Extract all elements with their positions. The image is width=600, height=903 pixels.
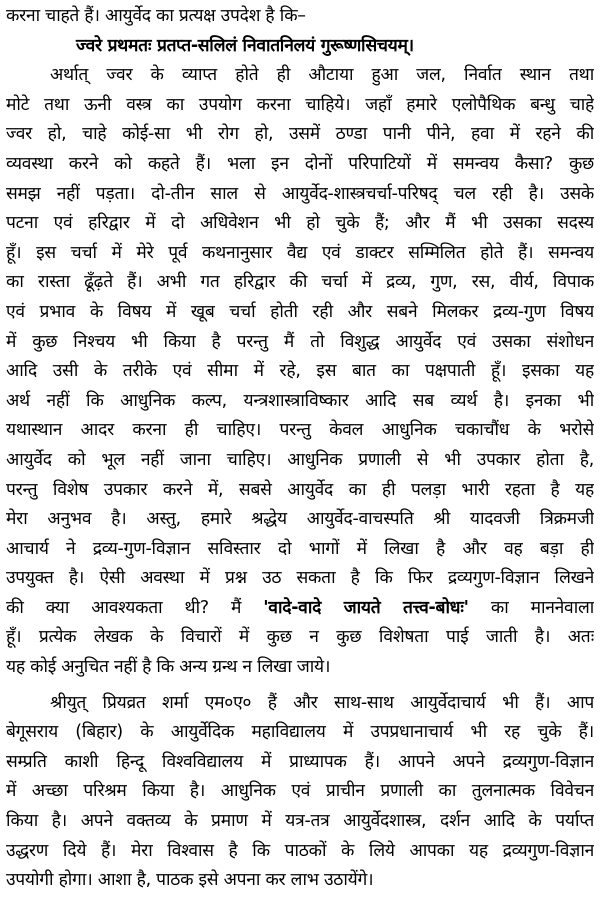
text-line: यह कोई अनुचित नहीं है कि अन्य ग्रन्थ न लिखा जाये। bbox=[6, 657, 331, 678]
text-line: बेगूसराय (बिहार) के आयुर्वेदिक महाविद्यालय में उपप्रधानाचार्य भी रह चुके हैं। bbox=[6, 722, 594, 743]
text-line: आयुर्वेद को भूल नहीं जाना चाहिए। आधुनिक प्रणाली से भी उपकार होता है, bbox=[6, 449, 594, 470]
text-line: सम्प्रति काशी हिन्दू विश्वविद्यालय में प्राध्यापक हैं। आपने अपने द्रव्यगुण-विज्ञान bbox=[6, 751, 594, 772]
text-line: में अच्छा परिश्रम किया है। आधुनिक एवं प्राचीन प्रणाली का तुलनात्मक विवेचन bbox=[6, 781, 594, 802]
text-line: समझ नहीं पड़ता। दो-तीन साल से आयुर्वेद-शास्त्रचर्चा-परिषद् चल रही है। उसके bbox=[6, 183, 594, 204]
text-line: पटना एवं हरिद्वार में दो अधिवेशन भी हो चुके हैं; और मैं भी उसका सदस्य bbox=[6, 213, 594, 234]
text-line: उपयोगी होगा। आशा है, पाठक इसे अपना कर लाभ उठायेंगे। bbox=[6, 870, 374, 891]
text-line: का रास्ता ढूँढ़ते हैं। अभी गत हरिद्वार की चर्चा में द्रव्य, गुण, रस, वीर्य, विपाक bbox=[6, 272, 594, 293]
text-line: अर्थात् ज्वर के व्याप्त होते ही औटाया हुआ जल, निर्वात स्थान तथा bbox=[50, 65, 594, 86]
paragraph-2 bbox=[6, 689, 594, 896]
text-line: अर्थ नहीं कि आधुनिक कल्प, यन्त्रशास्त्राविष्कार आदि सब व्यर्थ है। इनका भी bbox=[6, 390, 594, 411]
text-line: में कुछ निश्चय भी किया है परन्तु मैं तो विशुद्ध आयुर्वेद एवं उसका संशोधन bbox=[6, 331, 594, 352]
text-line: यथास्थान आदर करना ही चाहिए। परन्तु केवल आधुनिक चकाचौंध के भरोसे bbox=[6, 420, 594, 441]
quote-line bbox=[6, 594, 594, 624]
text-line: उद्धरण दिये हैं। मेरा विश्वास है कि पाठकों के लिये आपका यह द्रव्यगुण-विज्ञान bbox=[6, 840, 594, 861]
text-line: हूँ। इस चर्चा में मेरे पूर्व कथनानुसार वैद्य एवं डाक्टर सम्मिलित होते हैं। समन्वय bbox=[6, 242, 594, 263]
text-line: हूँ। प्रत्येक लेखक के विचारों में कुछ न कुछ विशेषता पाई जाती है। अतः bbox=[6, 627, 594, 648]
text-line: मेरा अनुभव है। अस्तु, हमारे श्रद्धेय आयुर्वेद-वाचस्पति श्री यादवजी त्रिक्रमजी bbox=[6, 509, 594, 530]
paragraph-1 bbox=[6, 61, 594, 682]
sanskrit-quote: 'वादे-वादे जायते तत्त्व-बोधः' bbox=[263, 597, 469, 618]
text-line: आचार्य ने द्रव्य-गुण-विज्ञान सविस्तार दो भागों में लिखा है और वह बड़ा ही bbox=[6, 538, 594, 559]
text-line: उपयुक्त है। ऐसी अवस्था में प्रश्न उठ सकता है कि फिर द्रव्यगुण-विज्ञान लिखने bbox=[6, 568, 594, 589]
intro-line: करना चाहते हैं। आयुर्वेद का प्रत्यक्ष उपदेश है कि– bbox=[6, 6, 306, 26]
text-line: किया है। अपने वक्तव्य के प्रमाण में यत्र-तत्र आयुर्वेदशास्त्र, दर्शन आदि के पर्याप्त bbox=[6, 811, 594, 832]
sanskrit-shloka: ज्वरे प्रथमतः प्रतप्त-सलिलं निवातनिलयं गुरूष्णसिचयम्। bbox=[76, 35, 414, 56]
text-line: परन्तु विशेष उपकार करने में, सबसे आयुर्वेद का ही पलड़ा भारी रहता है यह bbox=[6, 479, 594, 500]
text-line: श्रीयुत् प्रियव्रत शर्मा एम०ए० हैं और साथ-साथ आयुर्वेदाचार्य भी हैं। आप bbox=[50, 692, 594, 713]
text-line: ज्वर हो, चाहे कोई-सा भी रोग हो, उसमें ठण्डा पानी पीने, हवा में रहने की bbox=[6, 124, 594, 145]
quote-line-after: का माननेवाला bbox=[468, 597, 594, 618]
text-line: आदि उसी के तरीके एवं सीमा में रहे, इस बात का पक्षपाती हूँ। इसका यह bbox=[6, 361, 594, 382]
quote-line-before: की क्या आवश्यकता थी? मैं bbox=[6, 597, 264, 618]
text-line: मोटे तथा ऊनी वस्त्र का उपयोग करना चाहिये। जहाँ हमारे एलोपैथिक बन्धु चाहे bbox=[6, 94, 594, 115]
text-line: एवं प्रभाव के विषय में खूब चर्चा होती रही और सबने मिलकर द्रव्य-गुण विषय bbox=[6, 301, 594, 322]
text-line: व्यवस्था करने को कहते हैं। भला इन दोनों परिपाटियों में समन्वय कैसा? कुछ bbox=[6, 153, 594, 174]
